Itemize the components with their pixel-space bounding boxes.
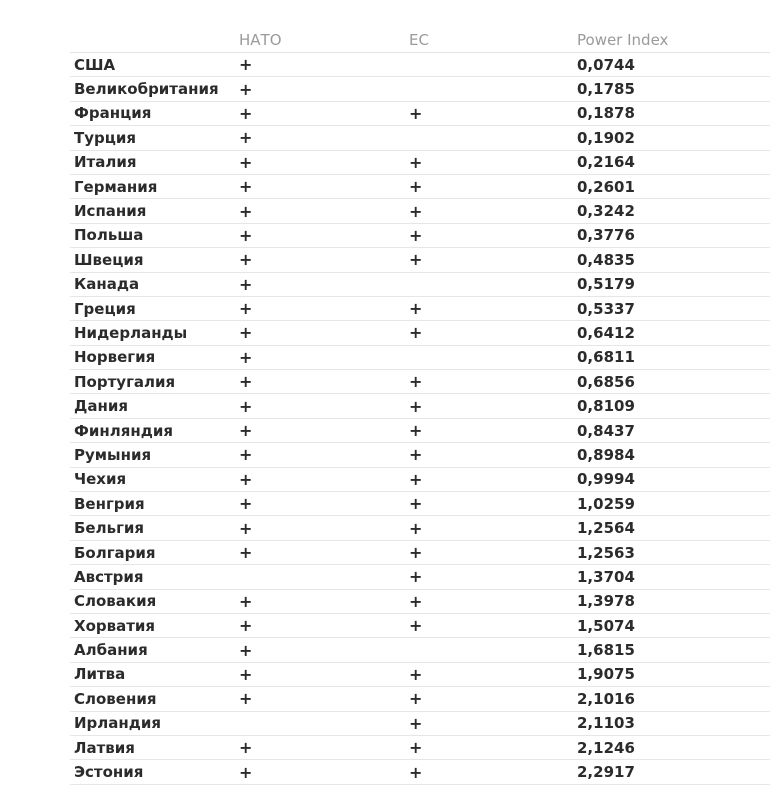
table-row: [70, 613, 770, 637]
table-body: [70, 53, 770, 785]
country-cell: Норвегия: [70, 345, 235, 369]
nato-cell: +: [235, 77, 403, 101]
table-row: [70, 223, 770, 247]
nato-cell: +: [235, 53, 403, 77]
power-index-cell: 2,1246: [573, 735, 770, 759]
power-index-cell: 1,2563: [573, 540, 770, 564]
eu-cell: +: [403, 370, 573, 394]
table-row: [70, 638, 770, 662]
eu-cell: +: [403, 662, 573, 686]
table-row: [70, 77, 770, 101]
eu-cell: +: [403, 150, 573, 174]
power-index-cell: 0,1785: [573, 77, 770, 101]
table-row: [70, 296, 770, 320]
table-row: [70, 101, 770, 125]
nato-cell: +: [235, 174, 403, 198]
country-cell: Словакия: [70, 589, 235, 613]
eu-cell: +: [403, 760, 573, 784]
nato-cell: +: [235, 418, 403, 442]
table-row: [70, 272, 770, 296]
power-index-cell: 0,8437: [573, 418, 770, 442]
header-nato: НАТО: [235, 28, 403, 53]
table-row: [70, 516, 770, 540]
power-index-cell: 1,2564: [573, 516, 770, 540]
country-cell: Канада: [70, 272, 235, 296]
power-index-cell: 0,2601: [573, 174, 770, 198]
table-row: [70, 126, 770, 150]
eu-cell: +: [403, 418, 573, 442]
nato-cell: +: [235, 540, 403, 564]
power-index-cell: 0,2164: [573, 150, 770, 174]
country-cell: Дания: [70, 394, 235, 418]
country-cell: Латвия: [70, 735, 235, 759]
country-cell: Турция: [70, 126, 235, 150]
nato-cell: +: [235, 272, 403, 296]
table-row: [70, 760, 770, 784]
eu-cell: +: [403, 613, 573, 637]
country-cell: Финляндия: [70, 418, 235, 442]
nato-cell: +: [235, 638, 403, 662]
header-eu: ЕС: [403, 28, 573, 53]
nato-cell: +: [235, 101, 403, 125]
eu-cell: +: [403, 248, 573, 272]
header-country: [70, 28, 235, 53]
country-cell: Польша: [70, 223, 235, 247]
table-row: [70, 565, 770, 589]
nato-cell: +: [235, 126, 403, 150]
eu-cell: +: [403, 735, 573, 759]
country-cell: Австрия: [70, 565, 235, 589]
eu-cell: +: [403, 223, 573, 247]
country-cell: Германия: [70, 174, 235, 198]
table-row: [70, 321, 770, 345]
nato-cell: +: [235, 223, 403, 247]
power-index-cell: 2,1103: [573, 711, 770, 735]
country-cell: США: [70, 53, 235, 77]
eu-cell: +: [403, 174, 573, 198]
nato-cell: +: [235, 321, 403, 345]
power-index-table: [70, 28, 770, 785]
nato-cell: +: [235, 735, 403, 759]
nato-cell: +: [235, 150, 403, 174]
table-row: [70, 492, 770, 516]
country-cell: Хорватия: [70, 613, 235, 637]
nato-cell: +: [235, 760, 403, 784]
country-cell: Болгария: [70, 540, 235, 564]
country-cell: Швеция: [70, 248, 235, 272]
country-cell: Италия: [70, 150, 235, 174]
eu-cell: +: [403, 467, 573, 491]
power-index-cell: 0,5337: [573, 296, 770, 320]
table-row: [70, 443, 770, 467]
header-power-index: Power Index: [573, 28, 770, 53]
table-row: [70, 687, 770, 711]
nato-cell: +: [235, 687, 403, 711]
country-cell: Эстония: [70, 760, 235, 784]
power-index-cell: 0,0744: [573, 53, 770, 77]
power-index-cell: 1,3704: [573, 565, 770, 589]
power-index-cell: 0,6856: [573, 370, 770, 394]
eu-cell: +: [403, 321, 573, 345]
country-cell: Португалия: [70, 370, 235, 394]
table-row: [70, 150, 770, 174]
eu-cell: +: [403, 540, 573, 564]
nato-cell: +: [235, 394, 403, 418]
nato-cell: +: [235, 345, 403, 369]
country-cell: Литва: [70, 662, 235, 686]
eu-cell: +: [403, 516, 573, 540]
table-row: [70, 711, 770, 735]
nato-cell: +: [235, 370, 403, 394]
country-cell: Румыния: [70, 443, 235, 467]
power-index-cell: 0,8984: [573, 443, 770, 467]
table-row: [70, 589, 770, 613]
eu-cell: [403, 53, 573, 77]
table-row: [70, 662, 770, 686]
nato-cell: +: [235, 613, 403, 637]
nato-cell: [235, 565, 403, 589]
power-index-cell: 0,6412: [573, 321, 770, 345]
eu-cell: [403, 272, 573, 296]
power-index-cell: 0,1878: [573, 101, 770, 125]
eu-cell: [403, 77, 573, 101]
table-row: [70, 370, 770, 394]
eu-cell: +: [403, 443, 573, 467]
eu-cell: +: [403, 711, 573, 735]
country-cell: Чехия: [70, 467, 235, 491]
power-index-cell: 0,3242: [573, 199, 770, 223]
country-cell: Франция: [70, 101, 235, 125]
nato-cell: +: [235, 516, 403, 540]
eu-cell: +: [403, 394, 573, 418]
nato-cell: +: [235, 443, 403, 467]
nato-cell: +: [235, 467, 403, 491]
table-row: [70, 540, 770, 564]
power-index-cell: 2,2917: [573, 760, 770, 784]
table-header: [70, 28, 770, 53]
nato-cell: +: [235, 199, 403, 223]
country-cell: Албания: [70, 638, 235, 662]
power-index-cell: 0,9994: [573, 467, 770, 491]
power-index-cell: 0,5179: [573, 272, 770, 296]
eu-cell: +: [403, 199, 573, 223]
power-index-cell: 1,6815: [573, 638, 770, 662]
eu-cell: +: [403, 589, 573, 613]
power-index-cell: 0,3776: [573, 223, 770, 247]
eu-cell: +: [403, 492, 573, 516]
country-cell: Греция: [70, 296, 235, 320]
power-index-cell: 0,4835: [573, 248, 770, 272]
header-row: [70, 28, 770, 53]
power-index-cell: 1,3978: [573, 589, 770, 613]
power-index-cell: 1,5074: [573, 613, 770, 637]
table-row: [70, 418, 770, 442]
eu-cell: +: [403, 687, 573, 711]
eu-cell: [403, 638, 573, 662]
nato-cell: +: [235, 589, 403, 613]
power-index-cell: 0,6811: [573, 345, 770, 369]
power-index-cell: 2,1016: [573, 687, 770, 711]
country-cell: Бельгия: [70, 516, 235, 540]
nato-cell: +: [235, 248, 403, 272]
power-index-cell: 0,1902: [573, 126, 770, 150]
eu-cell: +: [403, 101, 573, 125]
eu-cell: [403, 345, 573, 369]
table-row: [70, 248, 770, 272]
eu-cell: +: [403, 296, 573, 320]
table-row: [70, 467, 770, 491]
eu-cell: +: [403, 565, 573, 589]
country-cell: Словения: [70, 687, 235, 711]
country-cell: Великобритания: [70, 77, 235, 101]
table-row: [70, 53, 770, 77]
table-row: [70, 174, 770, 198]
power-index-cell: 1,9075: [573, 662, 770, 686]
table-row: [70, 735, 770, 759]
nato-cell: +: [235, 296, 403, 320]
nato-cell: +: [235, 662, 403, 686]
country-cell: Нидерланды: [70, 321, 235, 345]
table-row: [70, 199, 770, 223]
country-cell: Ирландия: [70, 711, 235, 735]
power-index-cell: 0,8109: [573, 394, 770, 418]
nato-cell: [235, 711, 403, 735]
country-cell: Испания: [70, 199, 235, 223]
table-row: [70, 345, 770, 369]
power-index-cell: 1,0259: [573, 492, 770, 516]
nato-cell: +: [235, 492, 403, 516]
country-cell: Венгрия: [70, 492, 235, 516]
table-row: [70, 394, 770, 418]
eu-cell: [403, 126, 573, 150]
